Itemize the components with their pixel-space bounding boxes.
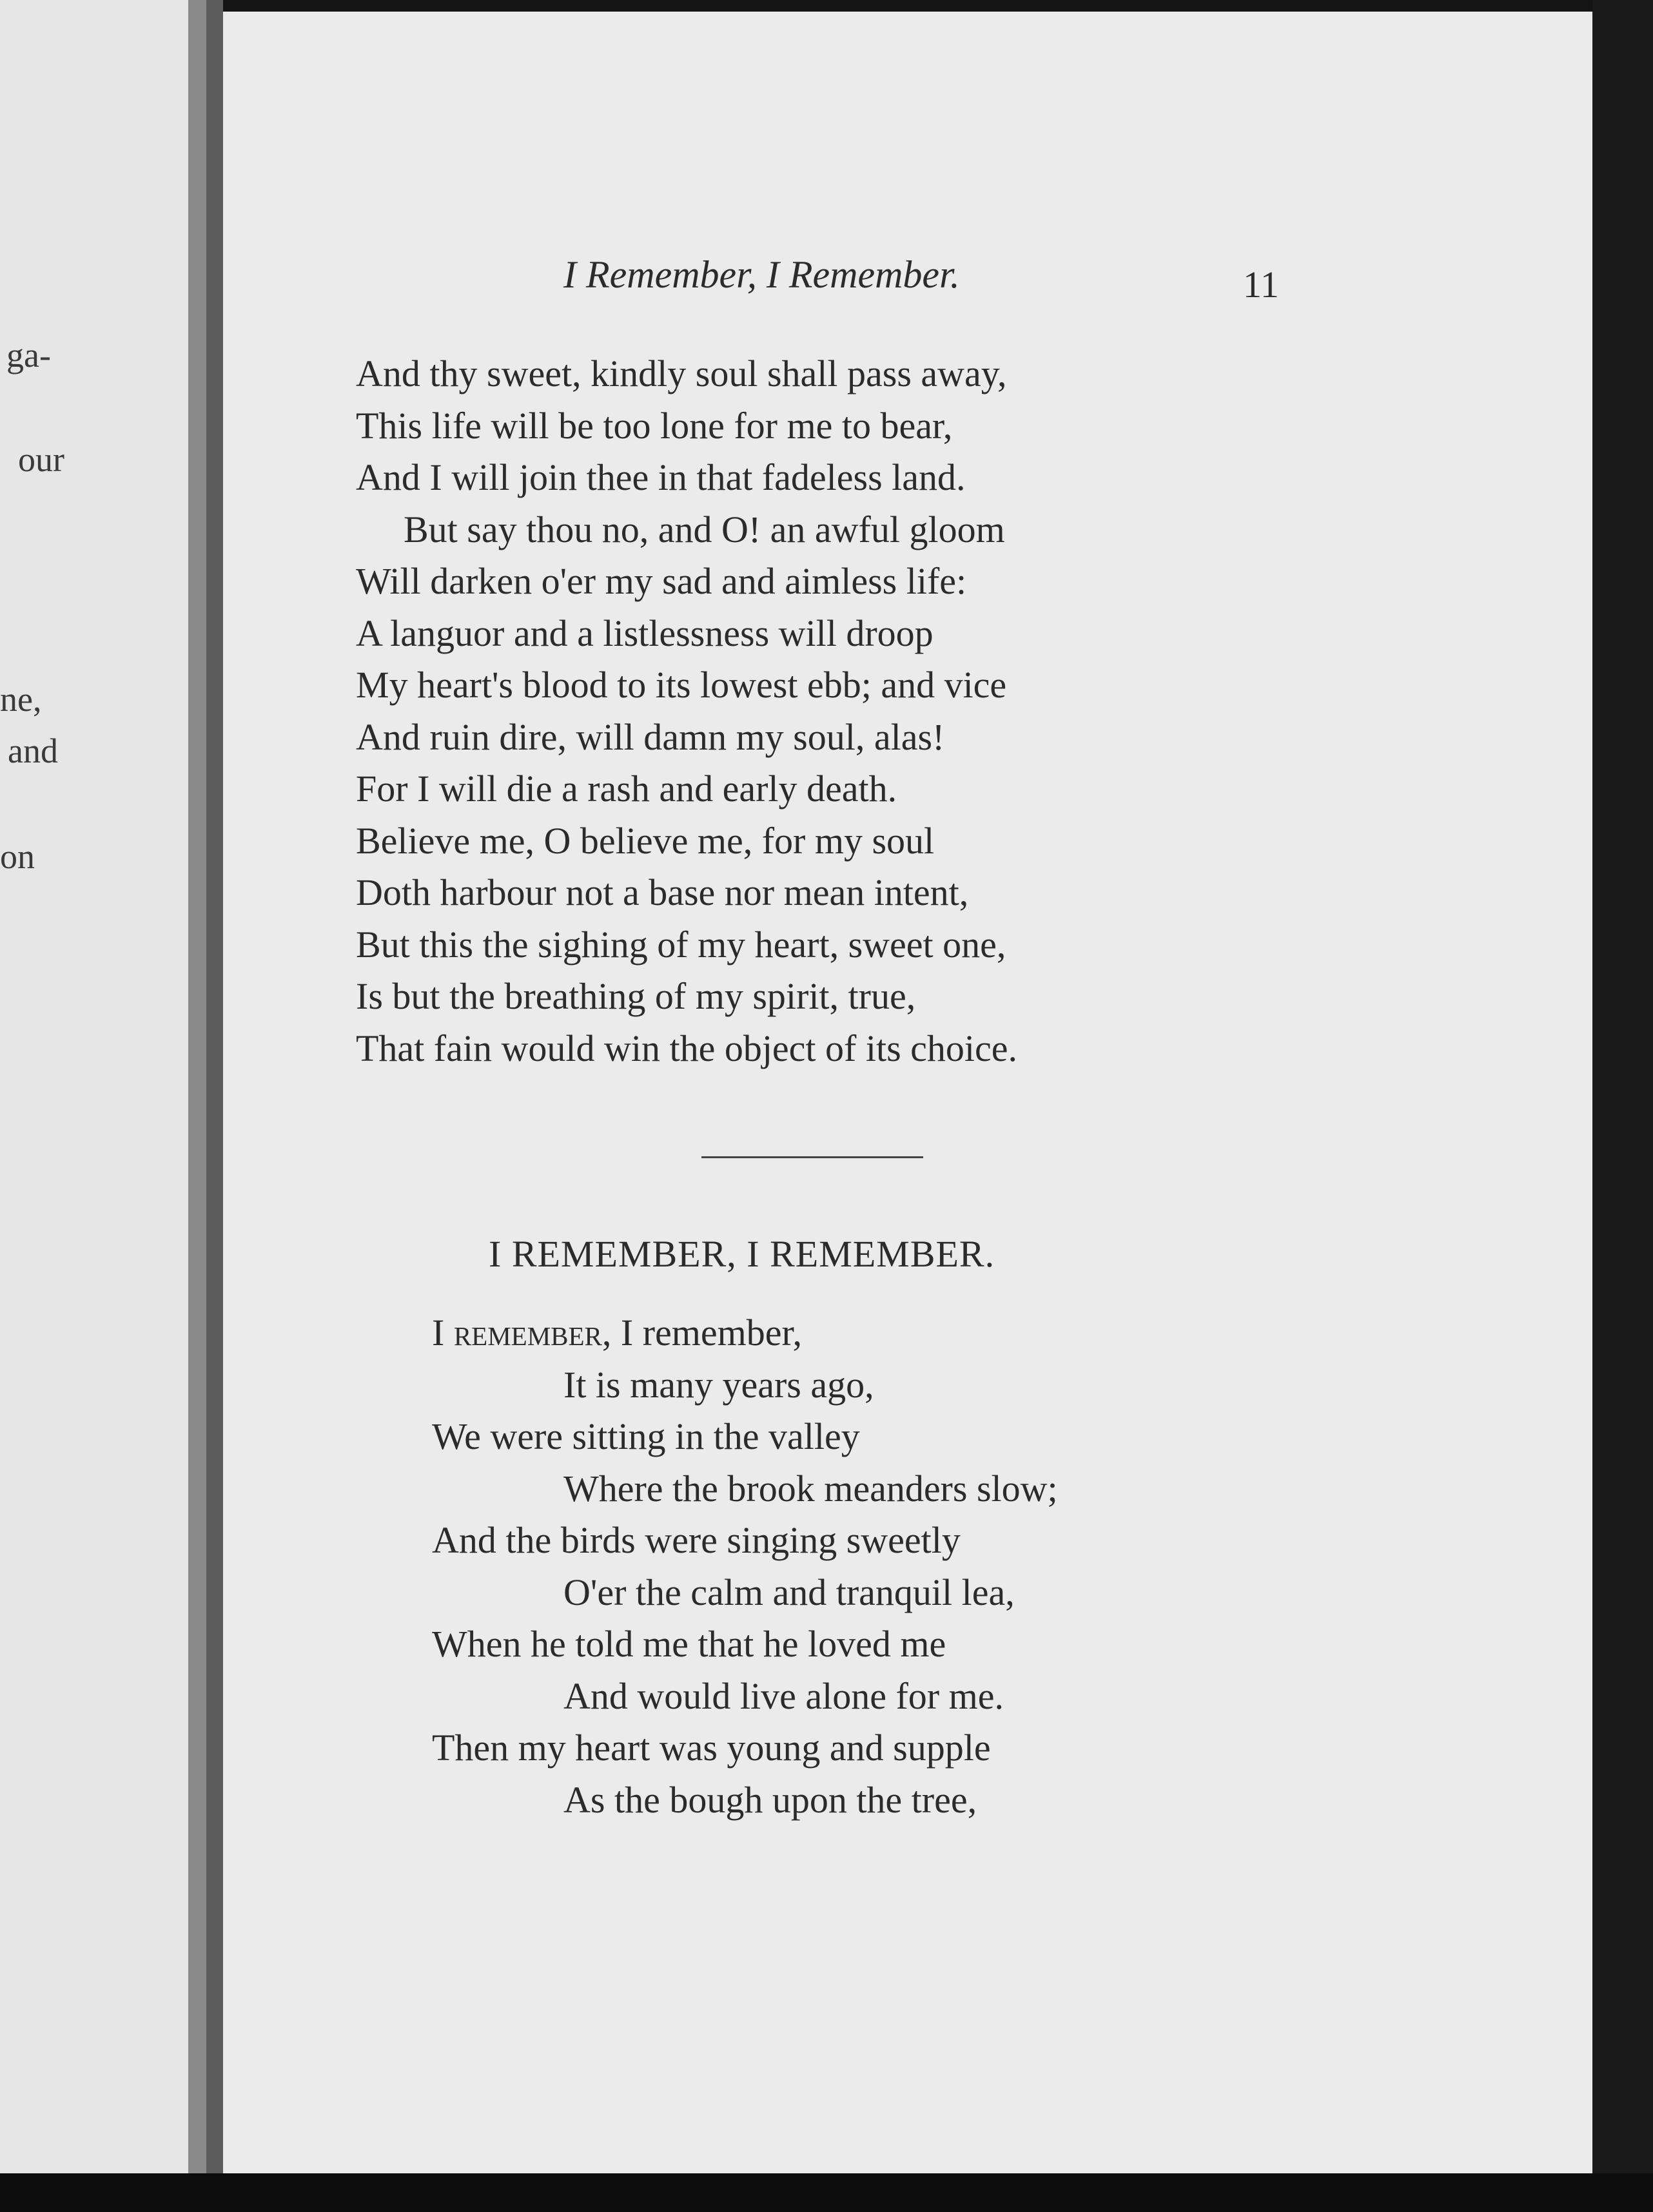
poem-line: This life will be too lone for me to bear, — [356, 404, 953, 447]
poem-line: My heart's blood to its lowest ebb; and vice — [356, 664, 1007, 706]
page-number: 11 — [1243, 264, 1279, 306]
poem-line: Where the brook meanders slow; — [563, 1467, 1058, 1509]
poem-line: And thy sweet, kindly soul shall pass away, — [356, 353, 1007, 394]
poem-line: O'er the calm and tranquil lea, — [563, 1571, 1015, 1613]
previous-poem-stanza — [356, 348, 1017, 1074]
poem-title: I REMEMBER, I REMEMBER. — [489, 1233, 995, 1275]
left-fragment-2: our — [18, 440, 64, 479]
section-divider-rule — [701, 1156, 923, 1158]
poem-line: As the bough upon the tree, — [563, 1778, 977, 1821]
book-gutter — [206, 0, 223, 2191]
poem-line: But say thou no, and O! an awful gloom — [404, 508, 1005, 550]
poem-line: And ruin dire, will damn my soul, alas! — [356, 715, 945, 758]
poem-line: Doth harbour not a base nor mean intent, — [356, 871, 969, 913]
poem-first-words: I remember, — [432, 1312, 612, 1353]
poem-line: Then my heart was young and supple — [432, 1727, 991, 1769]
left-fragment-4: and — [8, 732, 58, 770]
right-page — [223, 12, 1592, 2173]
poem-line: That fain would win the object of its choice. — [356, 1027, 1017, 1069]
left-page — [0, 0, 188, 2173]
poem-line: For I will die a rash and early death. — [356, 768, 897, 810]
poem-line: A languor and a listlessness will droop — [356, 612, 934, 654]
left-fragment-3: ne, — [0, 680, 42, 719]
poem-line: And would live alone for me. — [563, 1674, 1004, 1717]
poem-line: Will darken o'er my sad and aimless life: — [356, 560, 967, 602]
left-fragment-1: ga- — [6, 336, 51, 374]
running-head-title: I Remember, I Remember. — [563, 253, 960, 296]
poem-line: Is but the breathing of my spirit, true, — [356, 975, 916, 1017]
poem-line: Believe me, O believe me, for my soul — [356, 819, 935, 862]
poem-line: It is many years ago, — [563, 1363, 874, 1406]
poem-line: When he told me that he loved me — [432, 1623, 946, 1665]
poem-line: We were sitting in the valley — [432, 1415, 860, 1457]
poem-line: And I will join thee in that fadeless land. — [356, 456, 966, 498]
left-fragment-5: on — [0, 837, 35, 876]
poem-first-line-rest: I remember, — [611, 1312, 802, 1353]
bottom-scan-edge — [0, 2173, 1653, 2212]
right-scan-edge — [1592, 0, 1653, 2212]
poem-line: But this the sighing of my heart, sweet one, — [356, 923, 1006, 965]
poem-body — [432, 1307, 1058, 1826]
poem-line: And the birds were singing sweetly — [432, 1519, 961, 1561]
poem-first-line — [432, 1307, 1058, 1359]
